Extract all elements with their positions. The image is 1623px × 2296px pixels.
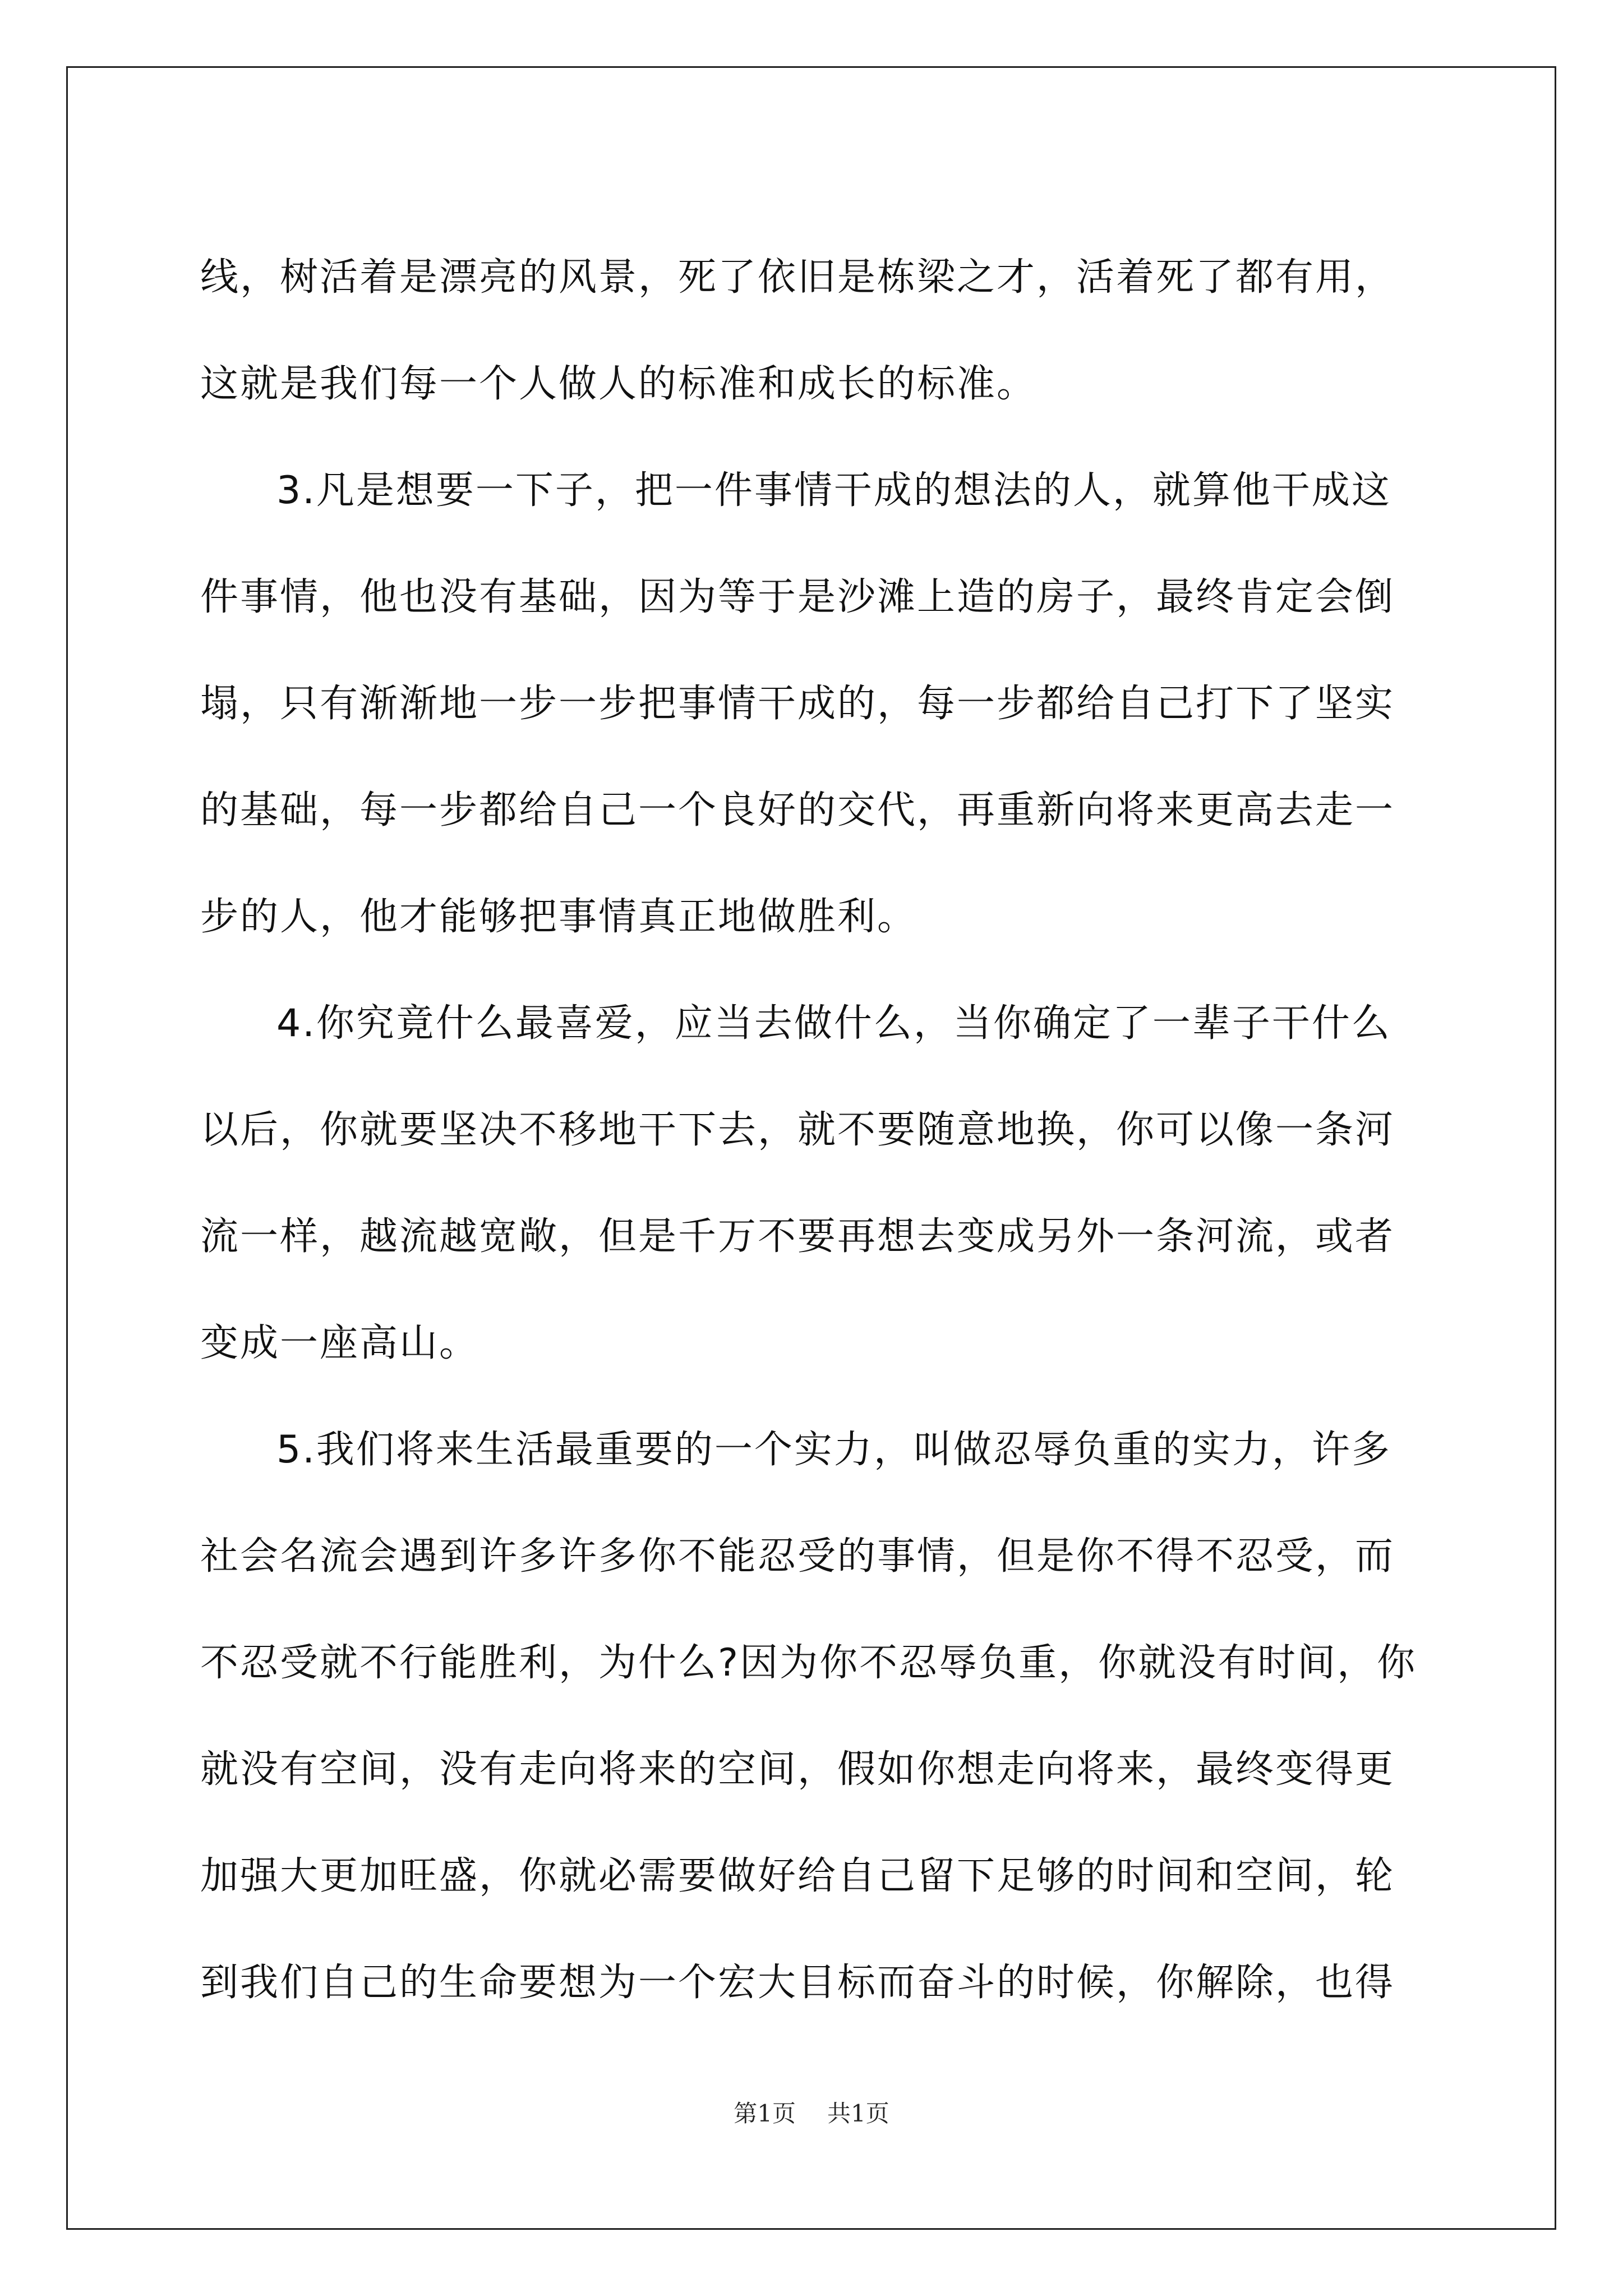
paragraph-3-line-3: 塌，只有渐渐地一步一步把事情干成的，每一步都给自己打下了坚实 xyxy=(200,682,1395,726)
paragraph-5-line-1: 5.我们将来生活最重要的一个实力，叫做忍辱负重的实力，许多 xyxy=(276,1428,1391,1472)
paragraph-5-line-6: 到我们自己的生命要想为一个宏大目标而奋斗的时候，你解除，也得 xyxy=(200,1961,1395,2005)
paragraph-4-line-1: 4.你究竟什么最喜爱，应当去做什么，当你确定了一辈子干什么 xyxy=(276,1001,1391,1046)
document-body xyxy=(200,224,1423,2036)
paragraph-5-line-2: 社会名流会遇到许多许多你不能忍受的事情，但是你不得不忍受，而 xyxy=(200,1534,1395,1579)
paragraph-5-line-3: 不忍受就不行能胜利，为什么?因为你不忍辱负重，你就没有时间，你 xyxy=(200,1641,1417,1685)
paragraph-4-line-3: 流一样，越流越宽敞，但是千万不要再想去变成另外一条河流，或者 xyxy=(200,1214,1395,1259)
paragraph-3-line-2: 件事情，他也没有基础，因为等于是沙滩上造的房子，最终肯定会倒 xyxy=(200,575,1395,619)
paragraph-3-line-5: 步的人，他才能够把事情真正地做胜利。 xyxy=(200,895,917,939)
paragraph-3-line-1: 3.凡是想要一下子，把一件事情干成的想法的人，就算他干成这 xyxy=(276,468,1391,513)
paragraph-5-line-5: 加强大更加旺盛，你就必需要做好给自己留下足够的时间和空间，轮 xyxy=(200,1854,1395,1898)
paragraph-3-line-4: 的基础，每一步都给自己一个良好的交代，再重新向将来更高去走一 xyxy=(200,788,1395,832)
paragraph-4-line-2: 以后，你就要坚决不移地干下去，就不要随意地换，你可以像一条河 xyxy=(200,1108,1395,1152)
paragraph-5-line-4: 就没有空间，没有走向将来的空间，假如你想走向将来，最终变得更 xyxy=(200,1747,1395,1792)
text-line-2: 这就是我们每一个人做人的标准和成长的标准。 xyxy=(200,362,1037,406)
page-footer xyxy=(0,2095,1623,2129)
page-number: 第1页 xyxy=(734,2100,796,2127)
text-line-1: 线，树活着是漂亮的风景，死了依旧是栋梁之才，活着死了都有用， xyxy=(200,255,1395,300)
paragraph-4-line-4: 变成一座高山。 xyxy=(200,1321,479,1365)
page-total: 共1页 xyxy=(827,2100,889,2127)
